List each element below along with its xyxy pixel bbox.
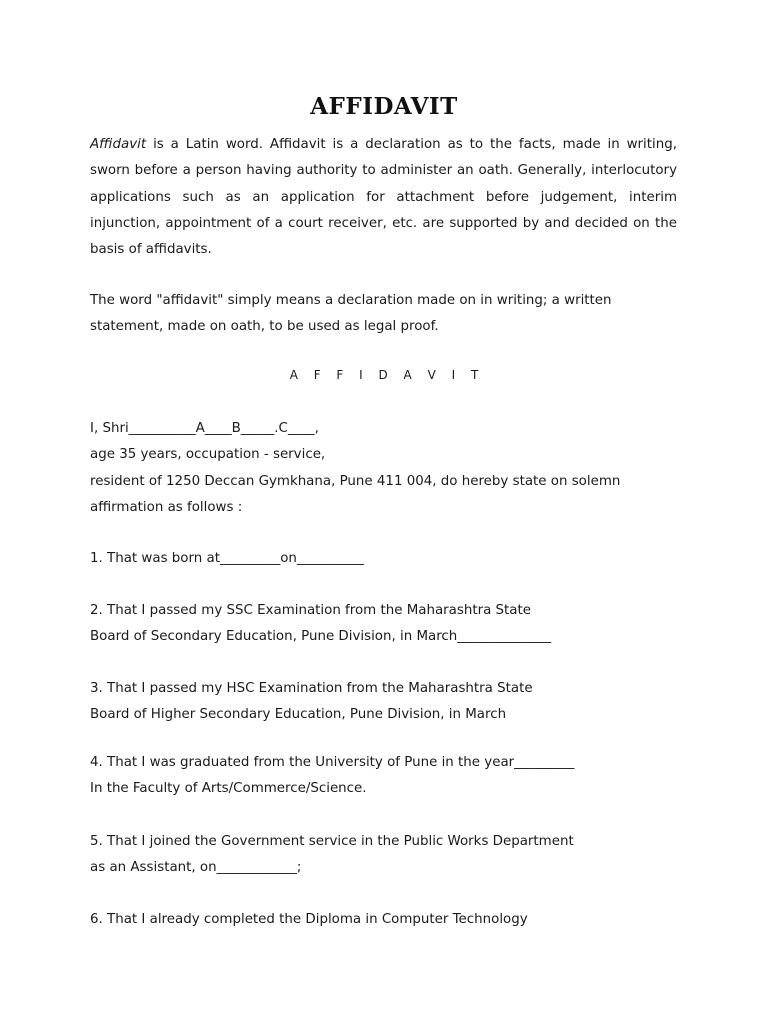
intro-text: is a Latin word. Affidavit is a declaration as to the facts, made in writing, sworn before a person having authority to administer an oath. Generally, interlocutory applications such as an application for attachment before judgement, interim injunction, appointment of a court receiver, etc. are supported by and decided on the basis of affidavits. — [90, 137, 677, 258]
item-1 — [90, 546, 677, 572]
item-5-line-1: 5. That I joined the Government service in the Public Works Department — [90, 834, 574, 849]
item-3-line-1: 3. That I passed my HSC Examination from the Maharashtra State — [90, 681, 533, 696]
declarant-paragraph — [90, 416, 677, 521]
item-2-line-2: Board of Secondary Education, Pune Division, in March______________ — [90, 629, 552, 645]
declarant-line-3: resident of 1250 Deccan Gymkhana, Pune 411 004, do hereby state on solemn — [90, 473, 621, 489]
item-3-line-2: Board of Higher Secondary Education, Pune Division, in March — [90, 707, 507, 723]
declarant-line-2: age 35 years, occupation - service, — [90, 447, 326, 463]
document-title: AFFIDAVIT — [310, 93, 458, 120]
definition-paragraph — [90, 288, 677, 341]
item-5-line-2: as an Assistant, on____________; — [90, 860, 302, 876]
declarant-line-1: I, Shri__________A____B_____.C____, — [90, 421, 319, 436]
definition-line-1: The word "affidavit" simply means a declaration made on in writing; a written — [90, 293, 612, 308]
item-3 — [90, 676, 677, 729]
item-2 — [90, 598, 677, 651]
affidavit-subtitle: A F F I D A V I T — [289, 368, 485, 382]
definition-line-2: statement, made on oath, to be used as legal proof. — [90, 319, 439, 335]
intro-italic-word: Affidavit — [90, 137, 147, 152]
item-4-line-2: In the Faculty of Arts/Commerce/Science. — [90, 781, 367, 797]
item-4 — [90, 750, 677, 803]
item-4-line-1: 4. That I was graduated from the University of Pune in the year_________ — [90, 755, 575, 770]
item-1-line-1: 1. That was born at_________on__________ — [90, 551, 364, 566]
intro-paragraph — [90, 132, 677, 263]
declarant-line-4: affirmation as follows : — [90, 499, 243, 515]
item-6 — [90, 907, 677, 933]
item-6-line-1: 6. That I already completed the Diploma in Computer Technology — [90, 912, 528, 927]
item-5 — [90, 829, 677, 882]
item-2-line-1: 2. That I passed my SSC Examination from the Maharashtra State — [90, 603, 531, 618]
